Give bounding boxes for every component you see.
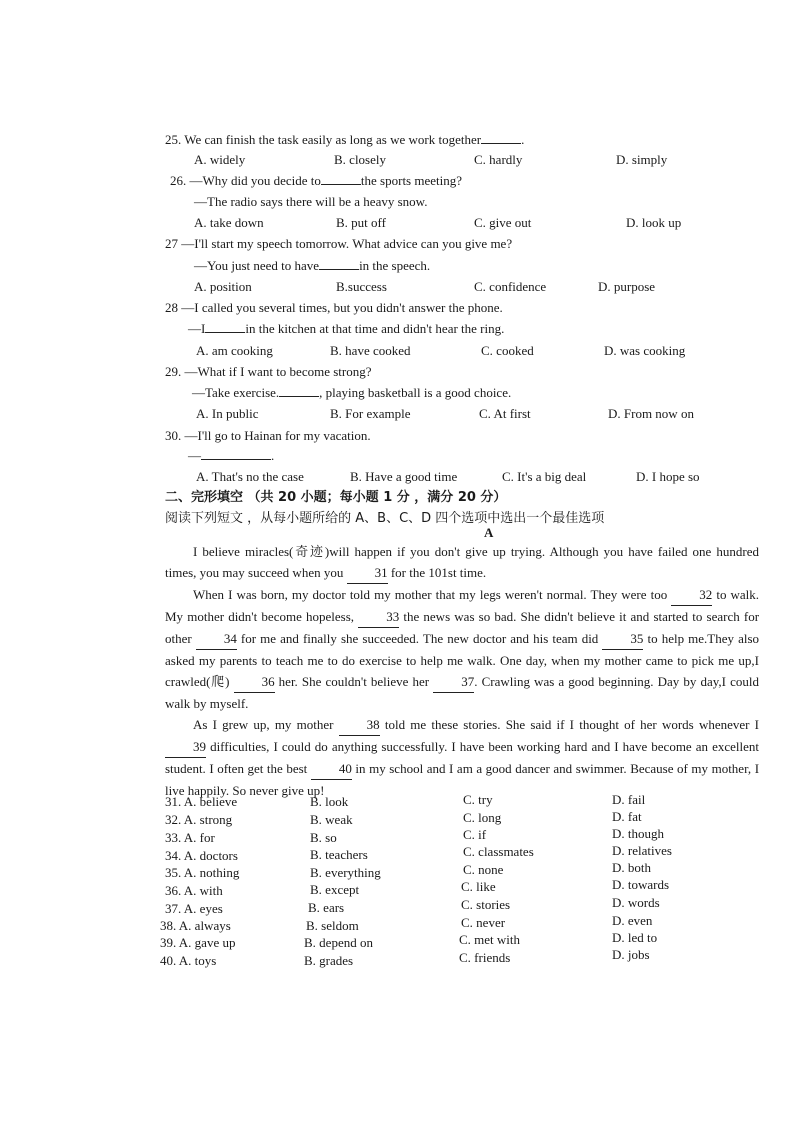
passage-text: As I grew up, my mother bbox=[193, 717, 334, 732]
option-d[interactable]: D. simply bbox=[616, 152, 668, 167]
reply-text-end: . bbox=[271, 448, 275, 463]
cloze-40-a[interactable]: 40. A. toys bbox=[160, 953, 217, 968]
option-a[interactable]: A. In public bbox=[196, 406, 259, 421]
question-text: We can finish the task easily as long as we work together bbox=[184, 132, 482, 147]
cloze-36-b[interactable]: B. except bbox=[310, 882, 360, 897]
question-number: 25. bbox=[165, 132, 182, 147]
passage-paragraph-3 bbox=[165, 714, 759, 801]
passage-paragraph-2 bbox=[165, 584, 759, 714]
cloze-31-d[interactable]: D. fail bbox=[612, 792, 646, 807]
passage-text: for the 101st time. bbox=[390, 565, 487, 580]
passage bbox=[165, 541, 759, 801]
cloze-38-d[interactable]: D. even bbox=[612, 913, 653, 928]
question-26-reply: —The radio says there will be a heavy snow. bbox=[194, 194, 428, 209]
question-28 bbox=[165, 299, 503, 317]
option-d[interactable]: D. I hope so bbox=[636, 469, 700, 484]
blank-36[interactable]: 36 bbox=[234, 671, 275, 693]
blank-31[interactable]: 31 bbox=[347, 562, 388, 584]
passage-text: her. She couldn't believe her bbox=[278, 674, 430, 689]
option-a[interactable]: A. position bbox=[194, 279, 252, 294]
option-d[interactable]: D. purpose bbox=[598, 279, 656, 294]
option-d[interactable]: D. look up bbox=[626, 215, 682, 230]
cloze-33-c[interactable]: C. if bbox=[463, 827, 487, 842]
reply-text-end: in the speech. bbox=[359, 258, 431, 273]
option-b[interactable]: B. Have a good time bbox=[350, 469, 458, 484]
option-a[interactable]: A. take down bbox=[194, 215, 264, 230]
cloze-39-a[interactable]: 39. A. gave up bbox=[160, 935, 236, 950]
section-instruction: 阅读下列短文 ，从每小题所给的 A、B、C、D 四个选项中选出一个最佳选项 bbox=[165, 511, 605, 526]
cloze-33-b[interactable]: B. so bbox=[310, 830, 337, 845]
answer-blank[interactable] bbox=[481, 131, 521, 144]
answer-blank[interactable] bbox=[319, 257, 359, 270]
option-b[interactable]: B. put off bbox=[336, 215, 386, 230]
cloze-33-a[interactable]: 33. A. for bbox=[165, 830, 215, 845]
passage-text: to walk. My mother didn't become hopeless, bbox=[165, 587, 760, 624]
blank-32[interactable]: 32 bbox=[671, 584, 712, 606]
option-a[interactable]: A. That's no the case bbox=[196, 469, 304, 484]
cloze-32-d[interactable]: D. fat bbox=[612, 809, 642, 824]
question-number: 26. bbox=[170, 173, 187, 188]
question-27 bbox=[165, 235, 512, 253]
blank-40[interactable]: 40 bbox=[311, 758, 352, 780]
answer-blank[interactable] bbox=[279, 384, 319, 397]
question-text: —I'll start my speech tomorrow. What advice can you give me? bbox=[181, 236, 513, 251]
option-c[interactable]: C. cooked bbox=[481, 343, 534, 358]
cloze-39-d[interactable]: D. led to bbox=[612, 930, 658, 945]
question-27-reply bbox=[194, 257, 430, 275]
passage-text: for me and finally she succeeded. The new doctor and his team did bbox=[240, 631, 599, 646]
option-d[interactable]: D. was cooking bbox=[604, 343, 686, 358]
cloze-37-c[interactable]: C. stories bbox=[461, 897, 511, 912]
cloze-40-d[interactable]: D. jobs bbox=[612, 947, 650, 962]
cloze-35-b[interactable]: B. everything bbox=[310, 865, 381, 880]
passage-text: to help me.They also asked my parents to teach me to do exercise to help me walk. One day, when my mother came to pick me up,I crawled(爬) bbox=[165, 631, 760, 689]
passage-text: the news was so bad. She didn't believe it and started to search for other bbox=[165, 609, 760, 646]
option-b[interactable]: B. have cooked bbox=[330, 343, 411, 358]
cloze-31-a[interactable]: 31. A. believe bbox=[165, 794, 238, 809]
cloze-35-c[interactable]: C. none bbox=[463, 862, 504, 877]
blank-33[interactable]: 33 bbox=[358, 606, 399, 628]
blank-38[interactable]: 38 bbox=[339, 714, 380, 736]
cloze-36-a[interactable]: 36. A. with bbox=[165, 883, 223, 898]
cloze-35-a[interactable]: 35. A. nothing bbox=[165, 865, 240, 880]
cloze-37-a[interactable]: 37. A. eyes bbox=[165, 901, 223, 916]
option-a[interactable]: A. am cooking bbox=[196, 343, 273, 358]
question-30-reply bbox=[188, 447, 274, 465]
question-text-end: . bbox=[521, 132, 525, 147]
option-c[interactable]: C. It's a big deal bbox=[502, 469, 587, 484]
cloze-32-b[interactable]: B. weak bbox=[310, 812, 353, 827]
option-c[interactable]: C. hardly bbox=[474, 152, 523, 167]
question-text: —I called you several times, but you didn't answer the phone. bbox=[181, 300, 503, 315]
reply-text: —Take exercise. bbox=[192, 385, 280, 400]
cloze-34-d[interactable]: D. relatives bbox=[612, 843, 672, 858]
option-c[interactable]: C. give out bbox=[474, 215, 532, 230]
cloze-39-b[interactable]: B. depend on bbox=[304, 935, 373, 950]
passage-text: told me these stories. She said if I thought of her words whenever I bbox=[384, 717, 759, 732]
cloze-36-c[interactable]: C. like bbox=[461, 879, 496, 894]
reply-text: — bbox=[188, 448, 201, 463]
cloze-31-c[interactable]: C. try bbox=[463, 792, 493, 807]
cloze-34-c[interactable]: C. classmates bbox=[463, 844, 534, 859]
cloze-39-c[interactable]: C. met with bbox=[459, 932, 521, 947]
question-25 bbox=[165, 131, 524, 149]
cloze-32-c[interactable]: C. long bbox=[463, 810, 502, 825]
passage-text: . Crawling was a good beginning. Day by day,I could walk by myself. bbox=[165, 674, 759, 711]
question-26 bbox=[170, 172, 462, 190]
passage-paragraph-1 bbox=[165, 541, 759, 584]
cloze-38-a[interactable]: 38. A. always bbox=[160, 918, 231, 933]
option-d[interactable]: D. From now on bbox=[608, 406, 694, 421]
option-c[interactable]: C. confidence bbox=[474, 279, 547, 294]
question-number: 29. bbox=[165, 364, 182, 379]
passage-label: A bbox=[484, 525, 494, 540]
cloze-38-b[interactable]: B. seldom bbox=[306, 918, 359, 933]
question-text: —Why did you decide to bbox=[189, 173, 321, 188]
cloze-32-a[interactable]: 32. A. strong bbox=[165, 812, 233, 827]
question-29-reply bbox=[192, 384, 511, 402]
question-text: —I'll go to Hainan for my vacation. bbox=[184, 428, 371, 443]
option-b[interactable]: B. For example bbox=[330, 406, 411, 421]
blank-37[interactable]: 37 bbox=[433, 671, 474, 693]
cloze-37-d[interactable]: D. words bbox=[612, 895, 660, 910]
option-c[interactable]: C. At first bbox=[479, 406, 531, 421]
cloze-36-d[interactable]: D. towards bbox=[612, 877, 670, 892]
cloze-31-b[interactable]: B. look bbox=[310, 794, 349, 809]
passage-text: difficulties, I could do anything successfully. I have been working hard and I have become an excellent student. I often get the best bbox=[165, 739, 759, 776]
answer-blank[interactable] bbox=[321, 172, 361, 185]
question-number: 28 bbox=[165, 300, 178, 315]
cloze-34-a[interactable]: 34. A. doctors bbox=[165, 848, 238, 863]
reply-text-end: , playing basketball is a good choice. bbox=[319, 385, 512, 400]
reply-text: —I bbox=[188, 321, 206, 336]
answer-blank[interactable] bbox=[201, 447, 271, 460]
question-text: —What if I want to become strong? bbox=[184, 364, 372, 379]
cloze-40-b[interactable]: B. grades bbox=[304, 953, 354, 968]
question-number: 30. bbox=[165, 428, 182, 443]
cloze-40-c[interactable]: C. friends bbox=[459, 950, 511, 965]
cloze-33-d[interactable]: D. though bbox=[612, 826, 664, 841]
answer-blank[interactable] bbox=[205, 320, 245, 333]
blank-34[interactable]: 34 bbox=[196, 628, 237, 650]
blank-35[interactable]: 35 bbox=[602, 628, 643, 650]
question-29 bbox=[165, 363, 372, 381]
passage-text: I believe miracles(奇迹)will happen if you don't give up trying. Although you have failed one hundred times, you may succeed when you bbox=[165, 544, 759, 580]
question-28-reply bbox=[188, 320, 504, 338]
reply-text-end: in the kitchen at that time and didn't hear the ring. bbox=[245, 321, 505, 336]
question-number: 27 bbox=[165, 236, 178, 251]
passage-text: When I was born, my doctor told my mother that my legs weren't normal. They were too bbox=[193, 587, 668, 602]
option-a[interactable]: A. widely bbox=[194, 152, 246, 167]
cloze-35-d[interactable]: D. both bbox=[612, 860, 651, 875]
blank-39[interactable]: 39 bbox=[165, 736, 206, 758]
cloze-37-b[interactable]: B. ears bbox=[308, 900, 345, 915]
cloze-34-b[interactable]: B. teachers bbox=[310, 847, 368, 862]
cloze-38-c[interactable]: C. never bbox=[461, 915, 506, 930]
passage-text: in my school and I am a good dancer and swimmer. Because of my mother, I live happily. So never give up! bbox=[165, 761, 760, 798]
section-title: 二、完形填空 （共 20 小题；每小题 1 分 ，满分 20 分） bbox=[165, 490, 507, 505]
question-30 bbox=[165, 427, 371, 445]
option-b[interactable]: B. closely bbox=[334, 152, 386, 167]
question-text-end: the sports meeting? bbox=[360, 173, 463, 188]
option-b[interactable]: B.success bbox=[336, 279, 387, 294]
reply-text: —You just need to have bbox=[194, 258, 320, 273]
